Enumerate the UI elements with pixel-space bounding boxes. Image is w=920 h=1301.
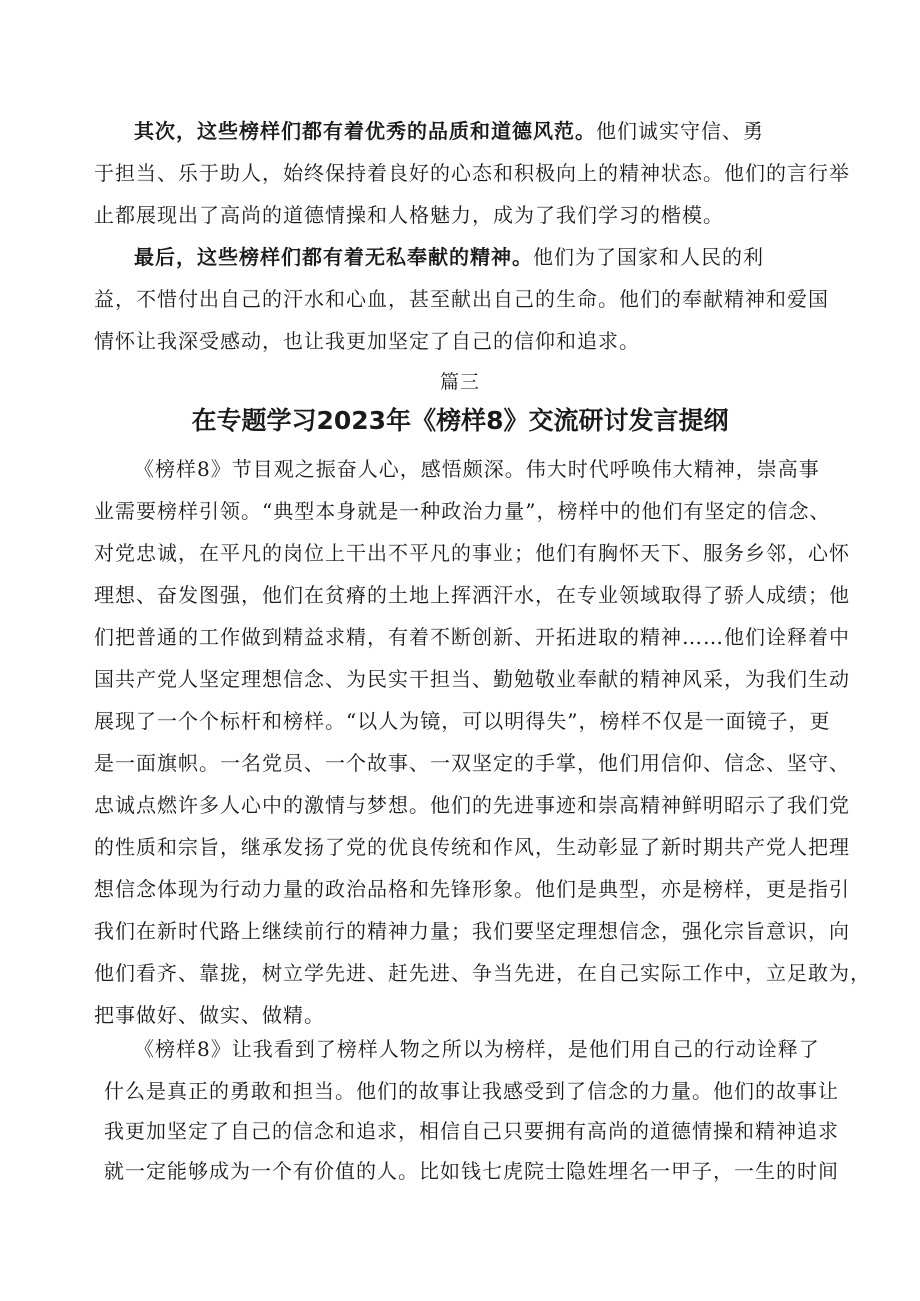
paragraph-line: 理想、奋发图强，他们在贫瘠的土地上挥洒汗水，在专业领域取得了骄人成绩；他 (94, 583, 850, 607)
paragraph-line: 业需要榜样引领。“典型本身就是一种政治力量”，榜样中的他们有坚定的信念、 (94, 499, 831, 523)
paragraph-line: 《榜样8》节目观之振奋人心，感悟颇深。伟大时代呼唤伟大精神，崇高事 (134, 457, 820, 481)
paragraph-line: 展现了一个个标杆和榜样。“以人为镜，可以明得失”，榜样不仅是一面镜子，更 (94, 709, 831, 733)
paragraph-line: 想信念体现为行动力量的政治品格和先锋形象。他们是典型，亦是榜样，更是指引 (94, 877, 850, 901)
paragraph-line: 止都展现出了高尚的道德情操和人格魅力，成为了我们学习的楷模。 (94, 203, 724, 227)
paragraph-lead-sentence: 其次，这些榜样们都有着优秀的品质和道德风范。 (134, 119, 596, 143)
paragraph-line: 他们看齐、靠拢，树立学先进、赶先进、争当先进，在自己实际工作中，立足敢为， (94, 961, 871, 985)
paragraph-line: 《榜样8》让我看到了榜样人物之所以为榜样，是他们用自己的行动诠释了 (134, 1037, 820, 1061)
paragraph-line: 把事做好、做实、做精。 (94, 1003, 325, 1027)
paragraph-line: 是一面旗帜。一名党员、一个故事、一双坚定的手掌，他们用信仰、信念、坚守、 (94, 751, 850, 775)
paragraph-text: 他们为了国家和人民的利 (533, 245, 764, 269)
paragraph-text: 他们诚实守信、勇 (596, 119, 764, 143)
paragraph-line: 就一定能够成为一个有价值的人。比如钱七虎院士隐姓埋名一甲子，一生的时间 (104, 1159, 839, 1183)
paragraph-line: 们把普通的工作做到精益求精，有着不断创新、开拓进取的精神……他们诠释着中 (94, 625, 850, 649)
paragraph-line (134, 117, 764, 145)
paragraph-line: 对党忠诚，在平凡的岗位上干出不平凡的事业；他们有胸怀天下、服务乡邻，心怀 (94, 541, 850, 565)
paragraph-line: 益，不惜付出自己的汗水和心血，甚至献出自己的生命。他们的奉献精神和爱国 (94, 287, 829, 311)
paragraph-line: 于担当、乐于助人，始终保持着良好的心态和积极向上的精神状态。他们的言行举 (94, 161, 850, 185)
paragraph-line: 忠诚点燃许多人心中的激情与梦想。他们的先进事迹和崇高精神鲜明昭示了我们党 (94, 793, 850, 817)
paragraph-line: 我们在新时代路上继续前行的精神力量；我们要坚定理想信念，强化宗旨意识，向 (94, 919, 850, 943)
page-title: 在专题学习2023年《榜样8》交流研讨发言提纲 (191, 406, 729, 435)
paragraph-line: 我更加坚定了自己的信念和追求，相信自己只要拥有高尚的道德情操和精神追求 (104, 1119, 839, 1143)
paragraph-line: 情怀让我深受感动，也让我更加坚定了自己的信仰和追求。 (94, 329, 640, 353)
paragraph-line: 国共产党人坚定理想信念、为民实干担当、勤勉敬业奉献的精神风采，为我们生动 (94, 667, 850, 691)
paragraph-lead-sentence: 最后，这些榜样们都有着无私奉献的精神。 (134, 245, 533, 269)
paragraph-line (134, 243, 764, 271)
section-label: 篇三 (439, 371, 480, 393)
paragraph-line: 的性质和宗旨，继承发扬了党的优良传统和作风，生动彰显了新时期共产党人把理 (94, 835, 850, 859)
paragraph-line: 什么是真正的勇敢和担当。他们的故事让我感受到了信念的力量。他们的故事让 (104, 1079, 839, 1103)
